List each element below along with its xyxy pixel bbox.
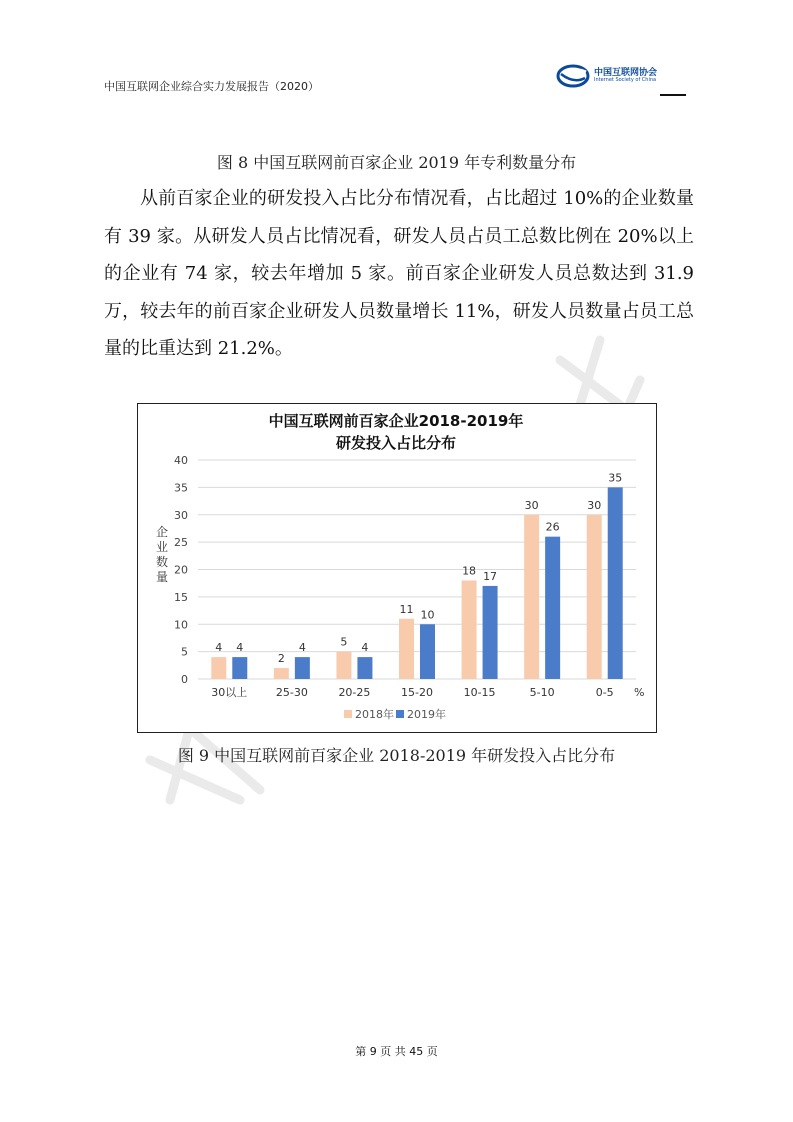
chart-title-line2: 研发投入占比分布 [335,434,457,452]
chart-title-line1: 中国互联网前百家企业2018-2019年 [268,412,524,430]
bar [524,515,539,679]
legend-label: 2019年 [407,708,446,721]
bar [295,657,310,679]
header-rule [660,94,686,96]
legend-swatch [344,710,352,718]
y-tick-label: 5 [181,645,188,659]
y-tick-label: 20 [174,563,188,577]
bar [336,652,351,679]
x-tick-label: 5-10 [529,686,555,699]
data-label: 5 [340,635,348,649]
bar [462,580,477,679]
y-tick-label: 35 [174,481,188,495]
page-footer: 第 9 页 共 45 页 [355,1045,438,1058]
bar [483,586,498,679]
logo [556,62,686,92]
body-paragraph: 从前百家企业的研发投入占比分布情况看，占比超过 10%的企业数量有 39 家。从研发人员占比情况看，研发人员占员工总数比例在 20%以上的企业有 74 家，较去年增加 5 家。前百家企业研发人员总数达到 31.9 万，较去年的前百家企业研发人员数量增长 11%，研发人员数量占员工总量的比重达到 21.2%。 [104,188,694,359]
y-tick-label: 25 [174,536,188,550]
y-tick-label: 10 [174,618,188,632]
data-label: 17 [483,569,498,583]
data-label: 30 [524,498,539,512]
x-tick-label: 20-25 [338,686,371,699]
bar [211,657,226,679]
bar [232,657,247,679]
data-label: 35 [608,471,623,485]
bar [608,487,623,679]
y-tick-label: 30 [174,508,188,522]
data-label: 30 [587,498,602,512]
y-axis-label: 企业数量 [156,525,169,584]
data-label: 11 [399,602,414,616]
y-tick-label: 0 [181,673,188,686]
legend-swatch [396,710,404,718]
bar [545,537,560,679]
x-tick-label: 0-5 [595,686,614,699]
bar-chart [138,404,655,731]
bar [420,624,435,679]
bar [587,515,602,679]
bar [357,657,372,679]
data-label: 4 [215,641,223,655]
logo-text-cn: 中国互联网协会 [594,68,658,78]
data-label: 10 [420,608,435,622]
data-label: 18 [462,564,477,578]
figure-9-caption: 图 9 中国互联网前百家企业 2018-2019 年研发投入占比分布 [177,746,616,765]
x-tick-label: 25-30 [275,686,308,699]
x-tick-label: 30以上 [211,686,248,699]
data-label: 2 [277,652,285,666]
data-label: 4 [236,641,244,655]
data-label: 4 [361,641,369,655]
x-tick-label: 15-20 [401,686,433,699]
legend-label: 2018年 [355,708,394,721]
bar [274,668,289,679]
x-tick-label: 10-15 [463,686,496,699]
x-axis-unit: % [634,686,645,699]
figure-8-caption: 图 8 中国互联网前百家企业 2019 年专利数量分布 [216,153,577,172]
y-tick-label: 15 [174,590,188,604]
data-label: 26 [545,520,560,534]
bar [399,619,414,679]
data-label: 4 [298,641,306,655]
header-title: 中国互联网企业综合实力发展报告（2020） [104,80,319,93]
chart-legend [344,707,446,721]
logo-text-en: Internet Society of China [594,77,657,83]
chart-frame [137,403,657,733]
logo-icon [556,62,592,90]
y-tick-label: 40 [174,454,188,467]
